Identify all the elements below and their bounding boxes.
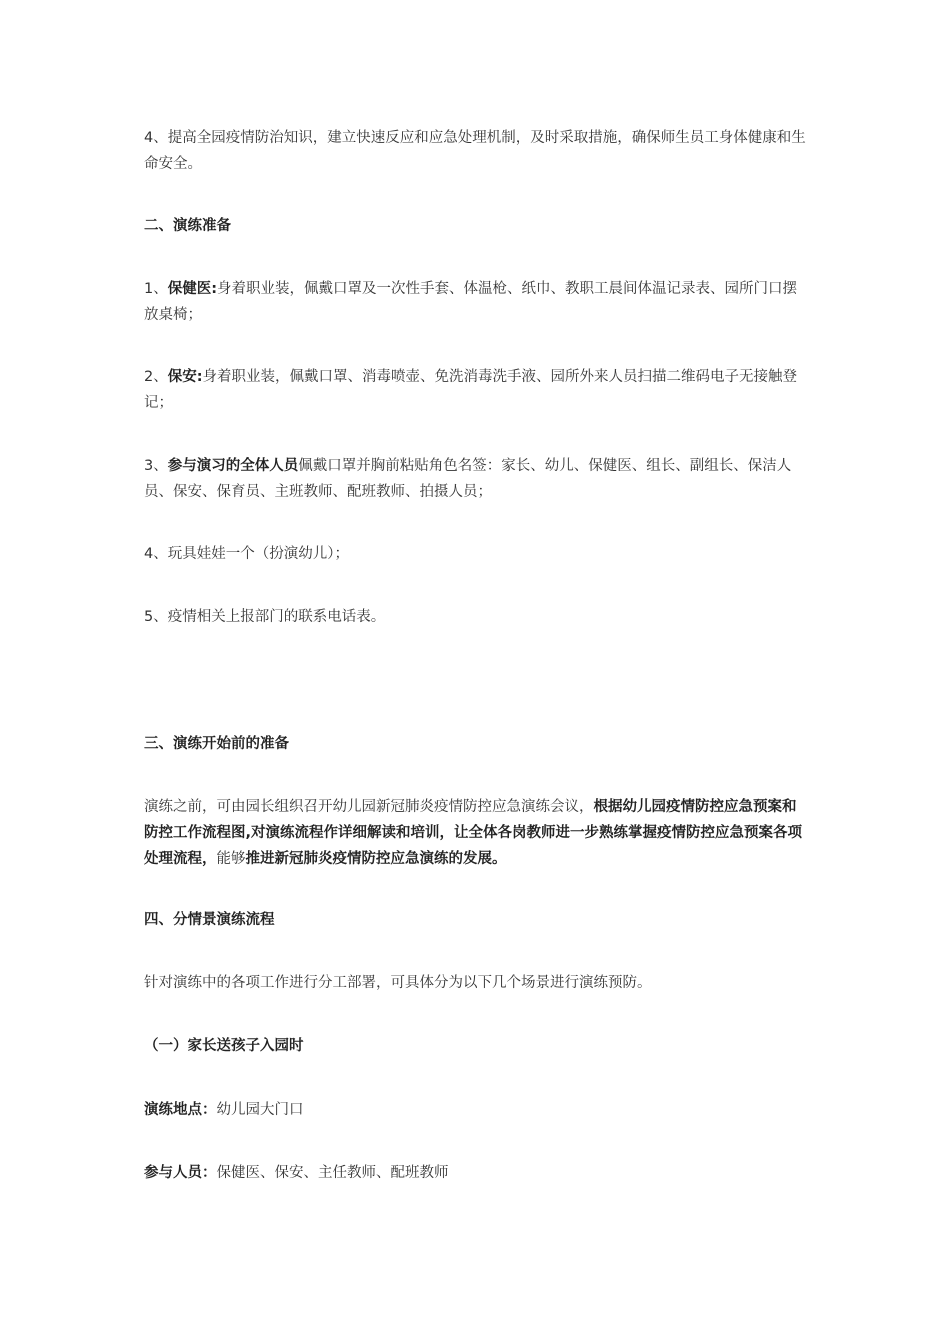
prep-item-2-label: 保安: <box>167 369 203 385</box>
measure-4-paragraph: 4、提高全园疫情防治知识，建立快速反应和应急处理机制，及时采取措施，确保师生员工身体健康和生命安全。 <box>144 130 806 172</box>
prep-item-2 <box>144 364 808 416</box>
pre-drill-bold-2: 推进新冠肺炎疫情防控应急演练的发展。 <box>245 851 507 867</box>
prep-item-3-label: 参与演习的全体人员 <box>167 458 299 474</box>
section-2-heading: 二、演练准备 <box>144 218 231 234</box>
drill-location <box>144 1097 808 1123</box>
drill-participants <box>144 1160 808 1186</box>
pre-drill-paragraph <box>144 794 808 872</box>
prep-item-4: 4、玩具娃娃一个（扮演幼儿）； <box>144 546 349 562</box>
pre-drill-bold-1: 根据幼儿园疫情防控应急预案和防控工作流程图,对演练流程作详细解读和培训，让全体各岗教师进一步熟练掌握疫情防控应急预案各项处理流程， <box>144 799 803 867</box>
prep-item-2-number: 2、 <box>144 369 168 385</box>
section-3-heading: 三、演练开始前的准备 <box>144 736 289 752</box>
prep-item-1-label: 保健医: <box>167 281 218 297</box>
section-4-heading: 四、分情景演练流程 <box>144 912 275 928</box>
prep-item-3-text: 佩戴口罩并胸前粘贴角色名签：家长、幼儿、保健医、组长、副组长、保洁人员、保安、保育员、主班教师、配班教师、拍摄人员； <box>144 458 792 500</box>
section-4-intro: 针对演练中的各项工作进行分工部署，可具体分为以下几个场景进行演练预防。 <box>144 975 652 991</box>
drill-location-value: 幼儿园大门口 <box>216 1102 304 1118</box>
prep-item-5: 5、疫情相关上报部门的联系电话表。 <box>144 609 386 625</box>
prep-item-2-text: 身着职业装，佩戴口罩、消毒喷壶、免洗消毒洗手液、园所外来人员扫描二维码电子无接触登记； <box>144 369 798 411</box>
pre-drill-text-1: 演练之前，可由园长组织召开幼儿园新冠肺炎疫情防控应急演练会议， <box>144 799 594 815</box>
prep-item-1-number: 1、 <box>144 281 168 297</box>
prep-item-1 <box>144 276 808 328</box>
scene-1-heading: （一）家长送孩子入园时 <box>144 1038 304 1054</box>
pre-drill-text-2: 能够 <box>216 851 246 867</box>
drill-participants-label: 参与人员： <box>144 1165 217 1181</box>
prep-item-1-text: 身着职业装，佩戴口罩及一次性手套、体温枪、纸巾、教职工晨间体温记录表、园所门口摆放桌椅； <box>144 281 798 323</box>
drill-participants-value: 保健医、保安、主任教师、配班教师 <box>216 1165 449 1181</box>
prep-item-3 <box>144 453 808 505</box>
drill-location-label: 演练地点： <box>144 1102 217 1118</box>
prep-item-3-number: 3、 <box>144 458 168 474</box>
